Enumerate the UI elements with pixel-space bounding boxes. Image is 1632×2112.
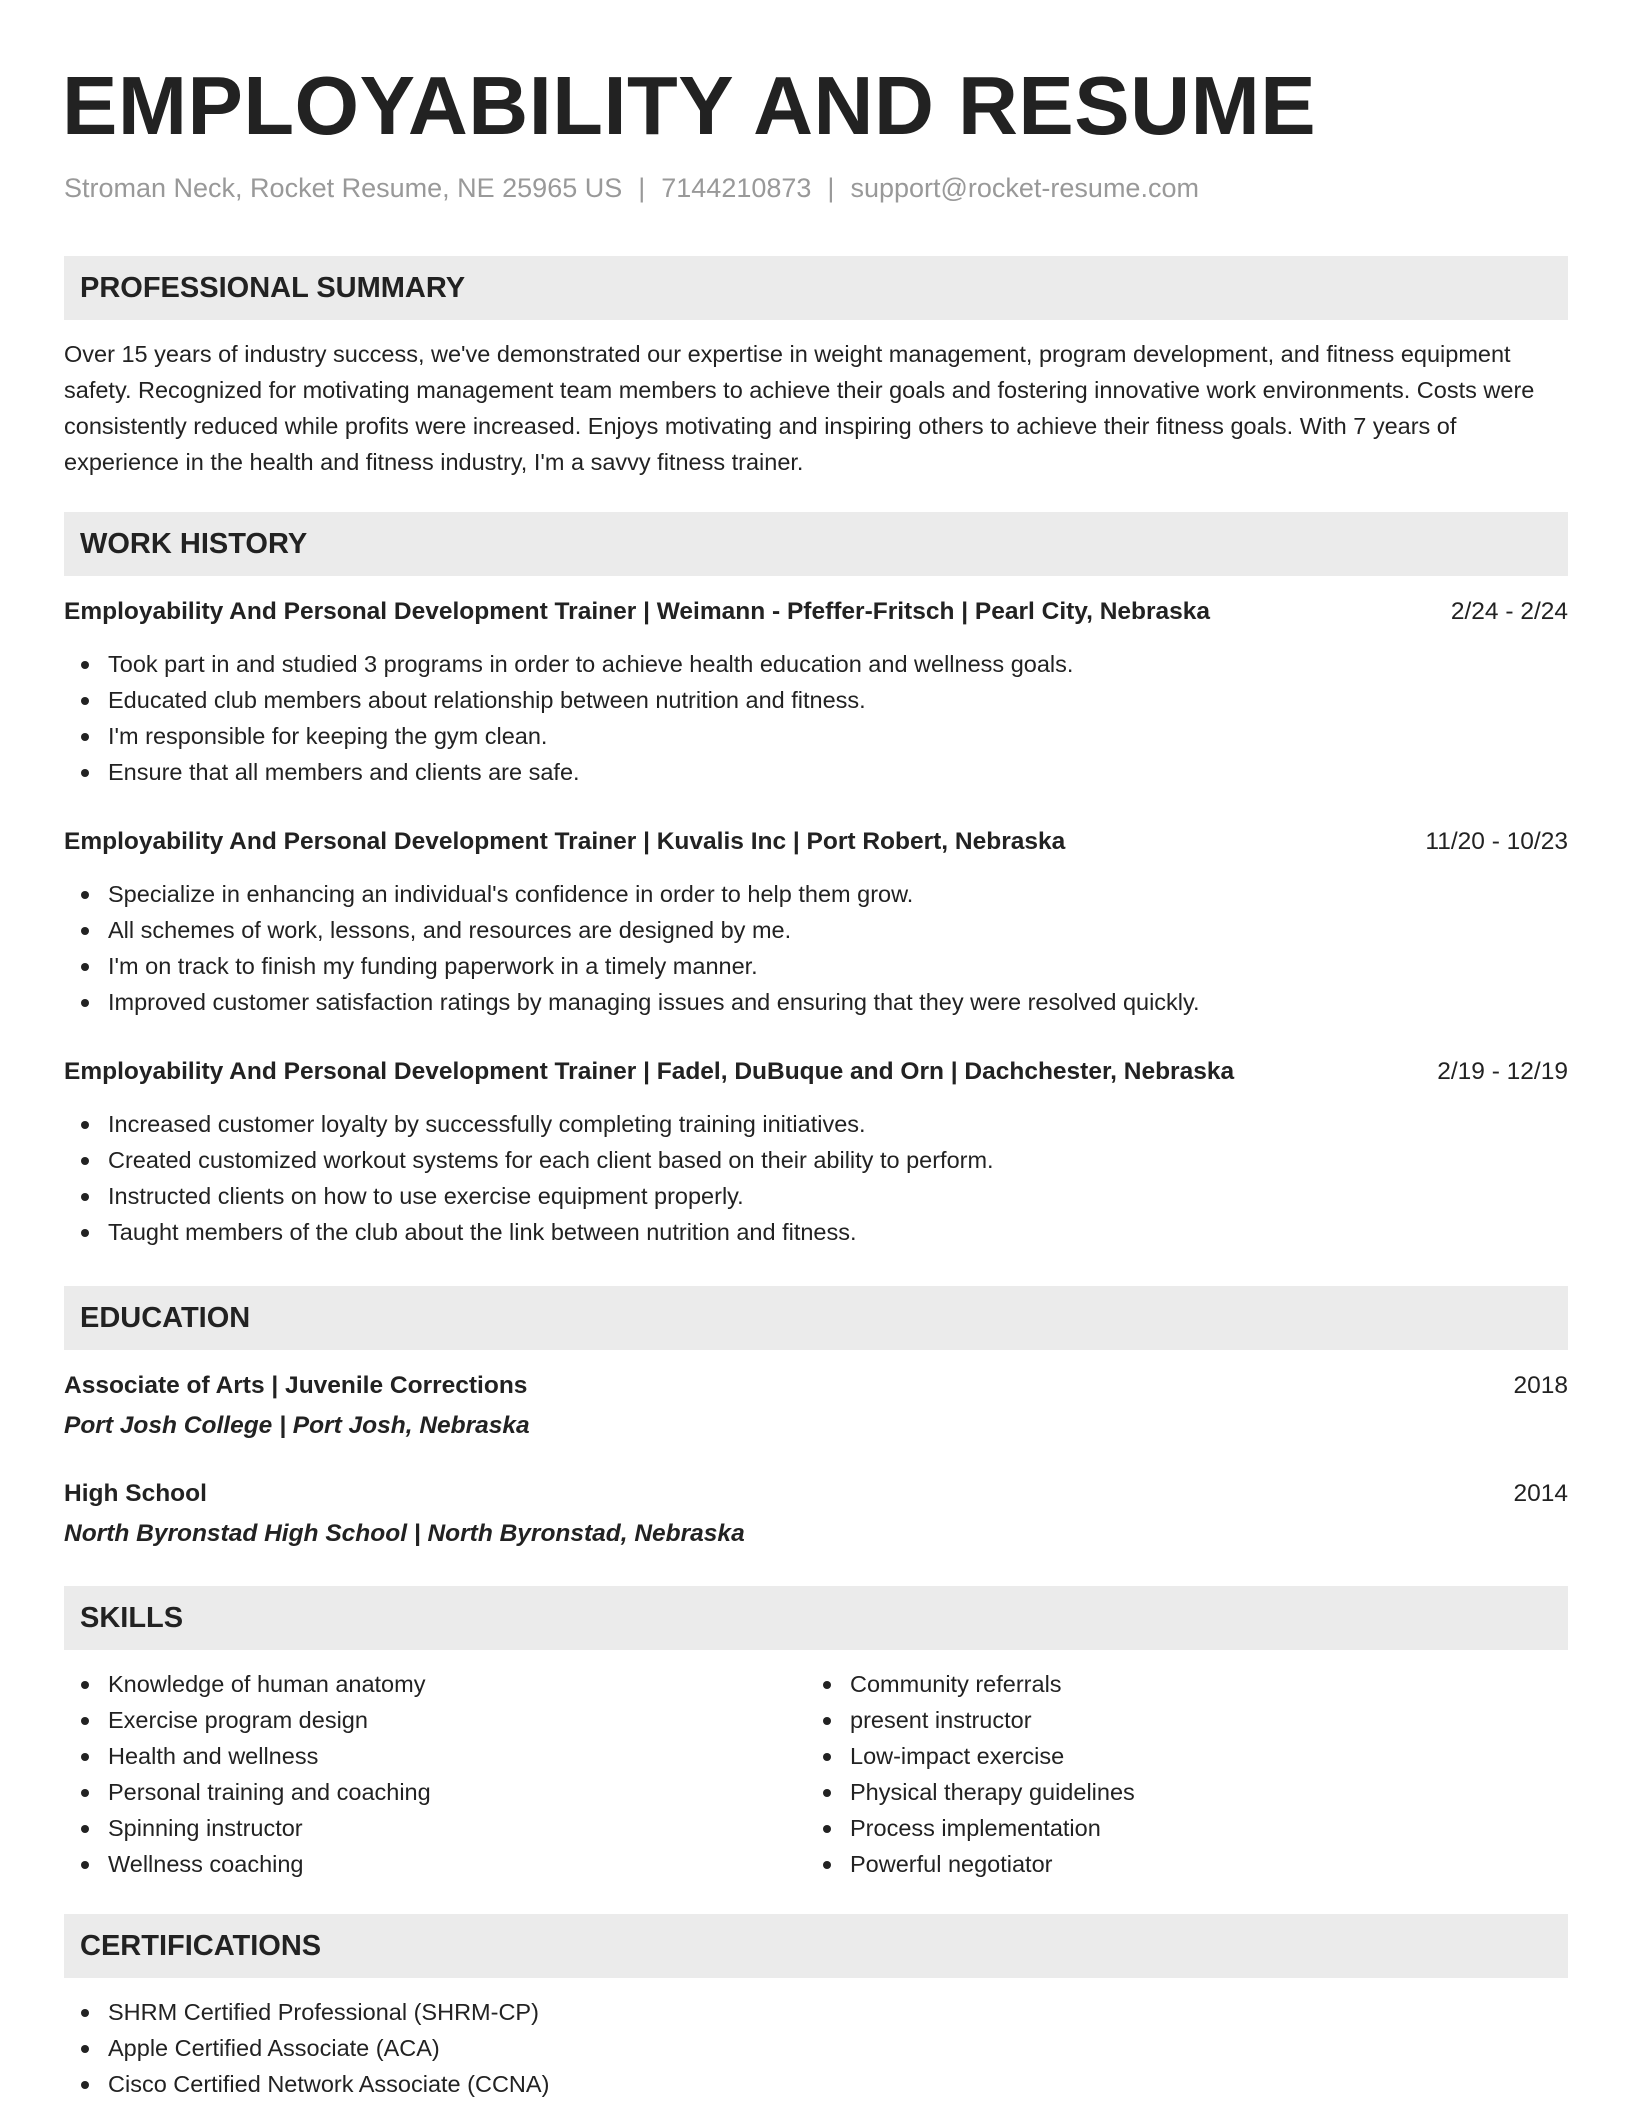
job-dates: 2/24 - 2/24 [1450,598,1568,625]
education-entry [64,1478,1568,1550]
section-heading-education: EDUCATION [64,1286,1568,1350]
skill-item: Personal training and coaching [108,1774,806,1810]
job-bullets [64,646,1568,790]
skill-item: Knowledge of human anatomy [108,1666,806,1702]
contact-address: Stroman Neck, Rocket Resume, NE 25965 US [64,173,623,203]
skills-column-right [806,1650,1406,1882]
job-bullet: I'm responsible for keeping the gym clean. [108,718,1568,754]
education-header [64,1370,1568,1402]
contact-separator: | [827,173,835,203]
education-school: Port Josh College | Port Josh, Nebraska [64,1412,530,1439]
section-heading-skills: SKILLS [64,1586,1568,1650]
resume-name: EMPLOYABILITY AND RESUME [62,59,1317,152]
job-entry [64,826,1568,1020]
job-header [64,596,1568,628]
skills-column-left [64,1650,806,1882]
section-heading-certifications: CERTIFICATIONS [64,1914,1568,1978]
education-school: North Byronstad High School | North Byronstad, Nebraska [64,1520,745,1547]
contact-phone: 7144210873 [661,173,812,203]
job-entry [64,1056,1568,1250]
job-bullet: Ensure that all members and clients are safe. [108,754,1568,790]
skill-item: Spinning instructor [108,1810,806,1846]
job-dates: 11/20 - 10/23 [1425,828,1568,855]
job-bullet: Increased customer loyalty by successfully completing training initiatives. [108,1106,1568,1142]
skill-item: Low-impact exercise [850,1738,1406,1774]
section-heading-summary: PROFESSIONAL SUMMARY [64,256,1568,320]
job-bullet: All schemes of work, lessons, and resources are designed by me. [108,912,1568,948]
skill-item: present instructor [850,1702,1406,1738]
skill-item: Community referrals [850,1666,1406,1702]
job-entry [64,596,1568,790]
job-title: Employability And Personal Development Trainer | Kuvalis Inc | Port Robert, Nebraska [64,828,1066,855]
certification-item: Apple Certified Associate (ACA) [108,2030,1568,2066]
job-bullet: Took part in and studied 3 programs in order to achieve health education and wellness goals. [108,646,1568,682]
skill-item: Powerful negotiator [850,1846,1406,1882]
job-bullet: Instructed clients on how to use exercise equipment properly. [108,1178,1568,1214]
education-header [64,1478,1568,1510]
skill-item: Wellness coaching [108,1846,806,1882]
job-bullet: Created customized workout systems for each client based on their ability to perform. [108,1142,1568,1178]
job-bullet: Improved customer satisfaction ratings by managing issues and ensuring that they were resolved quickly. [108,984,1568,1020]
contact-separator: | [638,173,646,203]
skills-list-right [806,1666,1406,1882]
job-title: Employability And Personal Development Trainer | Weimann - Pfeffer-Fritsch | Pearl City, Nebraska [64,598,1211,625]
contact-line [64,173,1568,204]
skill-item: Physical therapy guidelines [850,1774,1406,1810]
skill-item: Exercise program design [108,1702,806,1738]
certifications-list [64,1994,1568,2102]
certification-item: Cisco Certified Network Associate (CCNA) [108,2066,1568,2102]
education-degree: High School [64,1480,207,1507]
summary-text: Over 15 years of industry success, we've demonstrated our expertise in weight management, program development, and fitness equipment safety. Recognized for motivating management team members to achieve their goals and fostering innovative work environments. Costs were consistently reduced while profits were increased. Enjoys motivating and inspiring others to achieve their fitness goals. With 7 years of experience in the health and fitness industry, I'm a savvy fitness trainer. [64,341,1535,475]
job-bullets [64,876,1568,1020]
skills-columns [64,1650,1568,1882]
education-year: 2018 [1513,1372,1568,1399]
contact-email: support@rocket-resume.com [850,173,1199,203]
education-year: 2014 [1513,1480,1568,1507]
job-bullet: I'm on track to finish my funding paperwork in a timely manner. [108,948,1568,984]
job-title: Employability And Personal Development Trainer | Fadel, DuBuque and Orn | Dachchester, Nebraska [64,1058,1235,1085]
job-dates: 2/19 - 12/19 [1437,1058,1568,1085]
skills-list-left [64,1666,806,1882]
job-bullet: Educated club members about relationship between nutrition and fitness. [108,682,1568,718]
education-degree: Associate of Arts | Juvenile Corrections [64,1372,528,1399]
job-bullet: Taught members of the club about the link between nutrition and fitness. [108,1214,1568,1250]
job-header [64,1056,1568,1088]
job-bullets [64,1106,1568,1250]
job-bullet: Specialize in enhancing an individual's confidence in order to help them grow. [108,876,1568,912]
skill-item: Health and wellness [108,1738,806,1774]
job-header [64,826,1568,858]
section-heading-work-history: WORK HISTORY [64,512,1568,576]
skill-item: Process implementation [850,1810,1406,1846]
education-entry [64,1370,1568,1442]
certification-item: SHRM Certified Professional (SHRM-CP) [108,1994,1568,2030]
